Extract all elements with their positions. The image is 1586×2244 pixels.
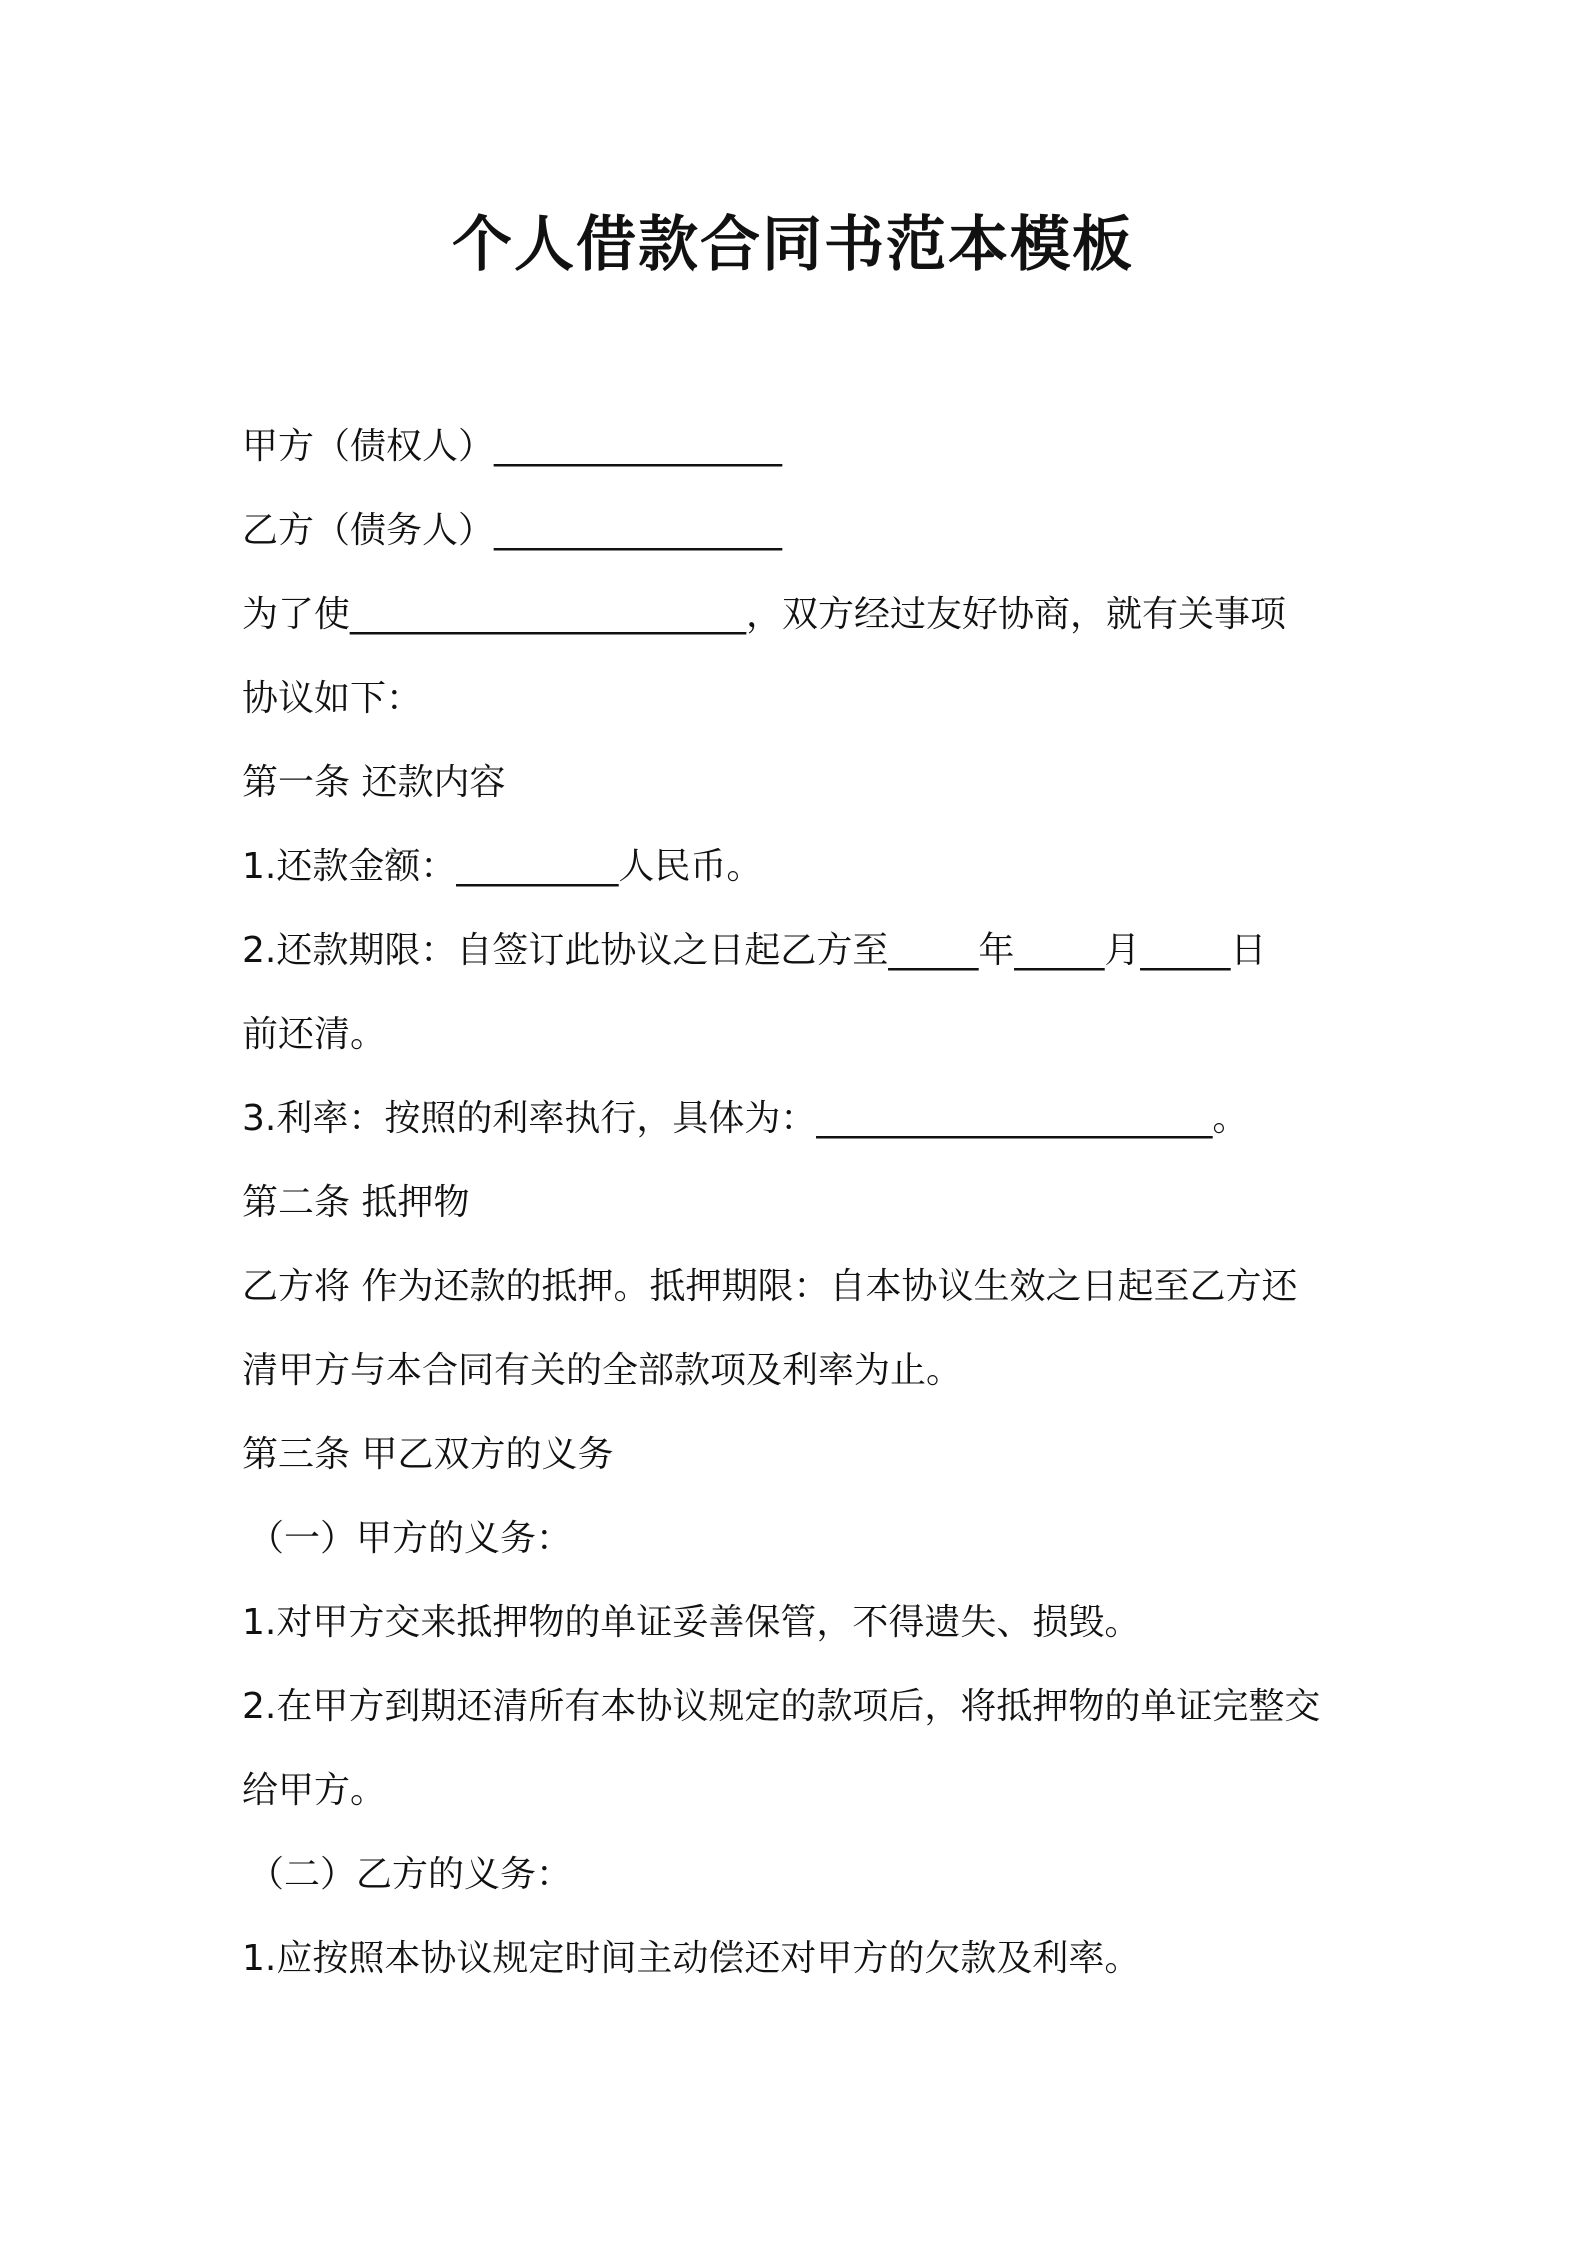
article-1-item-1: 1.还款金额：_________人民币。 bbox=[242, 846, 763, 887]
party-a-duty-2-cont: 给甲方。 bbox=[242, 1770, 387, 1811]
purpose-line: 为了使______________________，双方经过友好协商，就有关事项 bbox=[242, 594, 1287, 635]
article-2-heading: 第二条 抵押物 bbox=[242, 1182, 470, 1223]
article-1-heading: 第一条 还款内容 bbox=[242, 762, 506, 803]
article-1-item-2: 2.还款期限：自签订此协议之日起乙方至_____年_____月_____日 bbox=[242, 930, 1267, 971]
article-3-heading: 第三条 甲乙双方的义务 bbox=[242, 1434, 614, 1475]
document-body bbox=[242, 405, 1352, 2001]
party-a-duties-heading: （一）甲方的义务： bbox=[248, 1518, 573, 1559]
party-b-line: 乙方（债务人）________________ bbox=[242, 510, 783, 551]
party-b-duties-heading: （二）乙方的义务： bbox=[248, 1854, 573, 1895]
party-a-duty-2: 2.在甲方到期还清所有本协议规定的款项后，将抵押物的单证完整交 bbox=[242, 1686, 1321, 1727]
document-title: 个人借款合同书范本模板 bbox=[452, 210, 1134, 280]
purpose-line-cont: 协议如下： bbox=[242, 678, 423, 719]
party-a-duty-1: 1.对甲方交来抵押物的单证妥善保管，不得遗失、损毁。 bbox=[242, 1602, 1141, 1643]
party-a-line: 甲方（债权人）________________ bbox=[242, 426, 783, 467]
article-1-item-3: 3.利率：按照的利率执行，具体为：______________________。 bbox=[242, 1098, 1249, 1139]
article-2-text: 乙方将 作为还款的抵押。抵押期限：自本协议生效之日起至乙方还 bbox=[242, 1266, 1298, 1307]
party-b-duty-1: 1.应按照本协议规定时间主动偿还对甲方的欠款及利率。 bbox=[242, 1938, 1141, 1979]
article-2-text-cont: 清甲方与本合同有关的全部款项及利率为止。 bbox=[242, 1350, 963, 1391]
article-1-item-2-cont: 前还清。 bbox=[242, 1014, 387, 1055]
